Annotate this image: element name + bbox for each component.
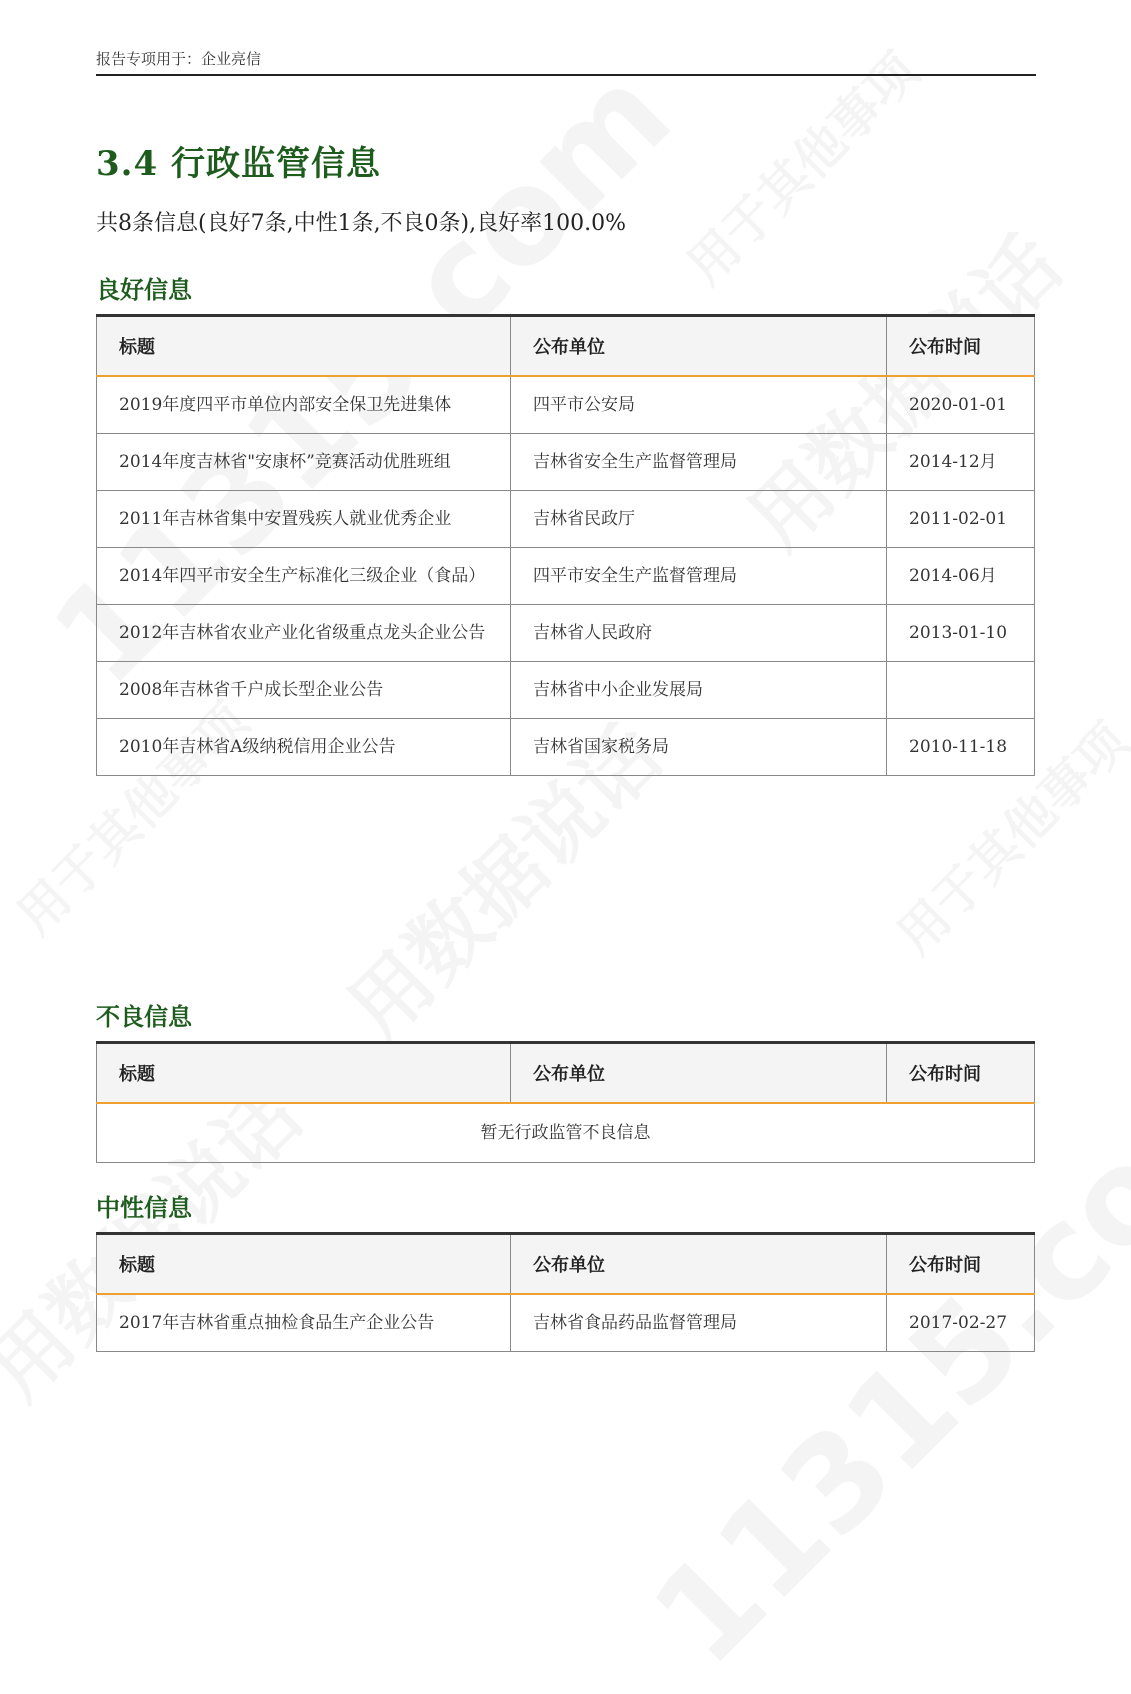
column-header-title: 标题 [97, 1234, 511, 1294]
column-header-title: 标题 [97, 1043, 511, 1103]
empty-state-text: 暂无行政监管不良信息 [97, 1103, 1035, 1163]
table-header-row [97, 1234, 1035, 1294]
row-title: 2010年吉林省A级纳税信用企业公告 [97, 718, 511, 775]
row-title: 2014年度吉林省"安康杯”竞赛活动优胜班组 [97, 433, 511, 490]
column-header-date: 公布时间 [887, 316, 1035, 376]
section-title: 3.4 行政监管信息 [96, 144, 381, 184]
header-divider [96, 74, 1036, 76]
table-row [97, 433, 1035, 490]
column-header-date: 公布时间 [887, 1234, 1035, 1294]
report-purpose-header: 报告专项用于：企业亮信 [96, 50, 262, 68]
table-row [97, 490, 1035, 547]
table-header-row [97, 316, 1035, 376]
table-row [97, 376, 1035, 434]
section-summary: 共8条信息(良好7条,中性1条,不良0条),良好率100.0% [96, 211, 627, 236]
row-title: 2014年四平市安全生产标准化三级企业（食品） [97, 547, 511, 604]
column-header-publisher: 公布单位 [511, 316, 887, 376]
row-date: 2020-01-01 [887, 376, 1035, 434]
neutral-info-heading: 中性信息 [96, 1193, 192, 1222]
table-row [97, 661, 1035, 718]
row-date: 2011-02-01 [887, 490, 1035, 547]
row-title: 2008年吉林省千户成长型企业公告 [97, 661, 511, 718]
column-header-title: 标题 [97, 316, 511, 376]
table-row [97, 604, 1035, 661]
row-date [887, 661, 1035, 718]
column-header-publisher: 公布单位 [511, 1043, 887, 1103]
row-title: 2011年吉林省集中安置残疾人就业优秀企业 [97, 490, 511, 547]
row-publisher: 四平市公安局 [511, 376, 887, 434]
row-publisher: 吉林省安全生产监督管理局 [511, 433, 887, 490]
row-publisher: 四平市安全生产监督管理局 [511, 547, 887, 604]
bad-info-heading: 不良信息 [96, 1002, 192, 1031]
neutral-info-table [96, 1232, 1035, 1352]
row-date: 2010-11-18 [887, 718, 1035, 775]
good-info-heading: 良好信息 [96, 275, 192, 304]
row-publisher: 吉林省食品药品监督管理局 [511, 1294, 887, 1352]
column-header-publisher: 公布单位 [511, 1234, 887, 1294]
row-publisher: 吉林省人民政府 [511, 604, 887, 661]
row-date: 2017-02-27 [887, 1294, 1035, 1352]
row-date: 2014-12月 [887, 433, 1035, 490]
row-publisher: 吉林省中小企业发展局 [511, 661, 887, 718]
table-row [97, 1294, 1035, 1352]
row-date: 2013-01-10 [887, 604, 1035, 661]
table-header-row [97, 1043, 1035, 1103]
row-publisher: 吉林省民政厅 [511, 490, 887, 547]
bad-info-table [96, 1041, 1035, 1163]
column-header-date: 公布时间 [887, 1043, 1035, 1103]
row-date: 2014-06月 [887, 547, 1035, 604]
row-publisher: 吉林省国家税务局 [511, 718, 887, 775]
good-info-table [96, 314, 1035, 776]
table-row [97, 718, 1035, 775]
table-row [97, 547, 1035, 604]
row-title: 2017年吉林省重点抽检食品生产企业公告 [97, 1294, 511, 1352]
table-row [97, 1103, 1035, 1163]
row-title: 2012年吉林省农业产业化省级重点龙头企业公告 [97, 604, 511, 661]
row-title: 2019年度四平市单位内部安全保卫先进集体 [97, 376, 511, 434]
